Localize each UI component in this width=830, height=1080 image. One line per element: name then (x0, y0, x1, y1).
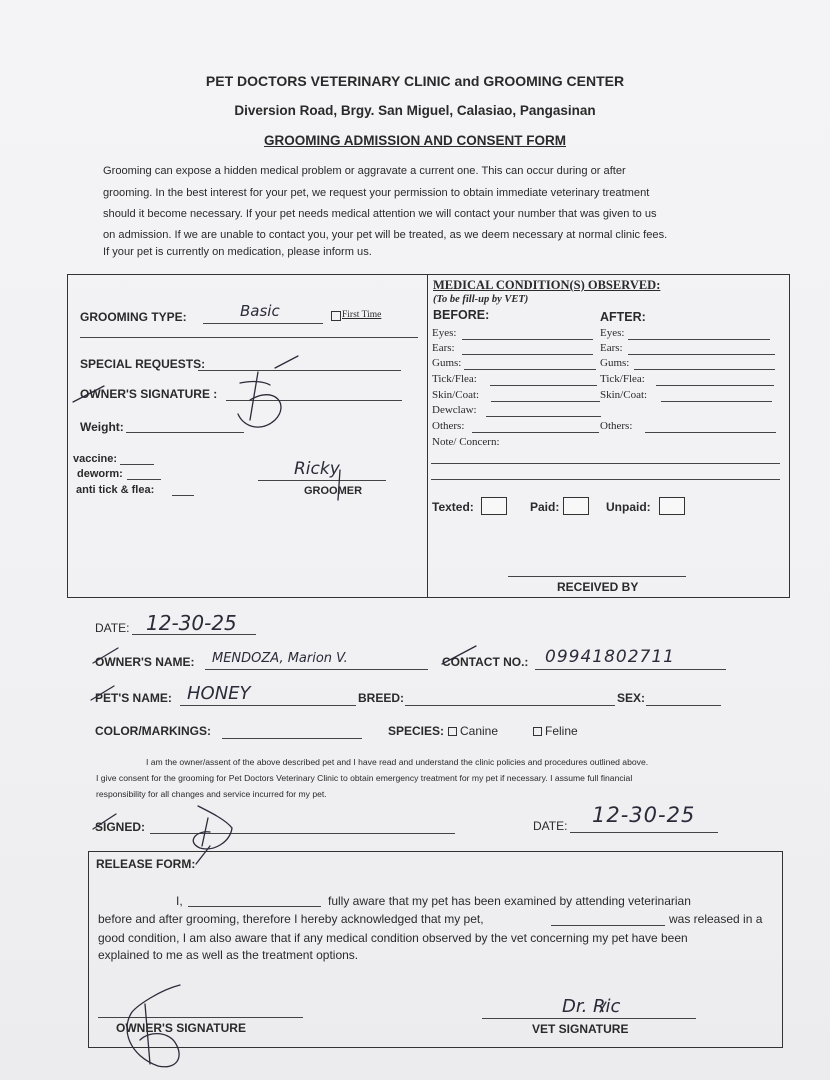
after-label: AFTER: (600, 310, 646, 324)
feline-label: Feline (545, 724, 578, 738)
consent-line: I am the owner/assent of the above described pet and I have read and understand the clinic policies and procedures outlined above. (146, 757, 649, 767)
after-item-label: Tick/Flea: (600, 373, 645, 385)
after-item-label: Ears: (600, 342, 623, 354)
pet-name-value: HONEY (187, 683, 251, 704)
pet-name-label: PET'S NAME: (95, 691, 172, 705)
before-item-label: Skin/Coat: (432, 389, 480, 401)
medical-title: MEDICAL CONDITION(S) OBSERVED: (433, 278, 661, 292)
before-item-label: Ears: (432, 342, 455, 354)
weight-label: Weight: (80, 420, 124, 434)
after-item-label: Eyes: (600, 327, 625, 339)
signed-label: SIGNED: (95, 820, 146, 834)
release-line-1: fully aware that my pet has been examined by attending veterinarian (328, 894, 691, 908)
unpaid-label: Unpaid: (606, 500, 651, 514)
release-owner-signature-label: OWNER'S SIGNATURE (116, 1021, 246, 1035)
intro-line: grooming. In the best interest for your pet, we request your permission to obtain immediate veterinary treatment (103, 187, 650, 199)
consent-line: responsibility for all changes and service incurred for my pet. (96, 789, 327, 799)
owner-name-value: MENDOZA, Marion V. (212, 651, 348, 666)
consent-date-value: 12-30-25 (592, 803, 696, 827)
release-line-2-end: was released in a (669, 912, 763, 926)
special-requests-label: SPECIAL REQUESTS: (80, 357, 206, 371)
sex-label: SEX: (617, 691, 646, 705)
grooming-type-value: Basic (240, 302, 280, 320)
intro-line: should it become necessary. If your pet needs medical attention we will contact your number that was given to us (103, 208, 657, 220)
color-markings-label: COLOR/MARKINGS: (95, 724, 211, 738)
owner-name-label: OWNER'S NAME: (95, 655, 195, 669)
vaccine-label: vaccine: (73, 453, 118, 465)
before-item-label: Others: (432, 420, 465, 432)
intro-line: If your pet is currently on medication, please inform us. (103, 246, 372, 258)
release-line-2: before and after grooming, therefore I hereby acknowledged that my pet, (98, 912, 484, 926)
before-item-label: Tick/Flea: (432, 373, 477, 385)
medical-subtitle: (To be fill-up by VET) (433, 294, 529, 305)
after-item-label: Others: (600, 420, 633, 432)
owner-signature-scribble (238, 372, 281, 427)
clinic-name: PET DOCTORS VETERINARY CLINIC and GROOMING CENTER (205, 73, 625, 89)
groomer-label: GROOMER (304, 485, 363, 497)
release-line-3: good condition, I am also aware that if any medical condition observed by the vet concerning my pet have been (98, 931, 688, 945)
anti-tick-label: anti tick & flea: (76, 484, 155, 496)
vet-name: Dr. Ric (562, 996, 621, 1017)
contact-value: 09941802711 (545, 647, 675, 667)
date-value: 12-30-25 (146, 611, 237, 635)
release-line-4: explained to me as well as the treatment options. (98, 948, 359, 962)
vet-signature-label: VET SIGNATURE (532, 1022, 629, 1036)
grooming-type-label: GROOMING TYPE: (80, 310, 187, 324)
paid-label: Paid: (530, 500, 560, 514)
date-label: DATE: (95, 621, 130, 635)
received-by-label: RECEIVED BY (557, 580, 639, 594)
before-item-label: Dewclaw: (432, 404, 477, 416)
consent-line: I give consent for the grooming for Pet Doctors Veterinary Clinic to obtain emergency treatment for my pet if necessary. I assume full financial (96, 773, 633, 783)
intro-line: Grooming can expose a hidden medical problem or aggravate a current one. This can occur during or after (103, 165, 626, 177)
deworm-label: deworm: (77, 468, 123, 480)
groomer-name: Ricky (294, 459, 340, 479)
canine-label: Canine (460, 724, 499, 738)
breed-label: BREED: (358, 691, 405, 705)
before-item-label: Eyes: (432, 327, 457, 339)
species-label: SPECIES: (388, 724, 445, 738)
release-i-label: I, (176, 894, 183, 908)
clinic-address: Diversion Road, Brgy. San Miguel, Calasiao, Pangasinan (234, 103, 596, 118)
texted-label: Texted: (432, 500, 474, 514)
contact-label: CONTACT NO.: (442, 655, 529, 669)
after-item-label: Skin/Coat: (600, 389, 648, 401)
before-label: BEFORE: (433, 308, 490, 322)
first-time-label: First Time (342, 310, 382, 320)
after-item-label: Gums: (600, 357, 630, 369)
note-label: Note/ Concern: (432, 436, 500, 448)
before-item-label: Gums: (432, 357, 462, 369)
intro-line: on admission. If we are unable to contact you, your pet will be treated, as we deem necessary at normal clinic fees. (103, 229, 668, 241)
consent-date-label: DATE: (533, 819, 568, 833)
owner-signature-label: OWNER'S SIGNATURE : (80, 387, 218, 401)
form-title: GROOMING ADMISSION AND CONSENT FORM (264, 133, 566, 148)
release-title: RELEASE FORM: (96, 857, 196, 871)
